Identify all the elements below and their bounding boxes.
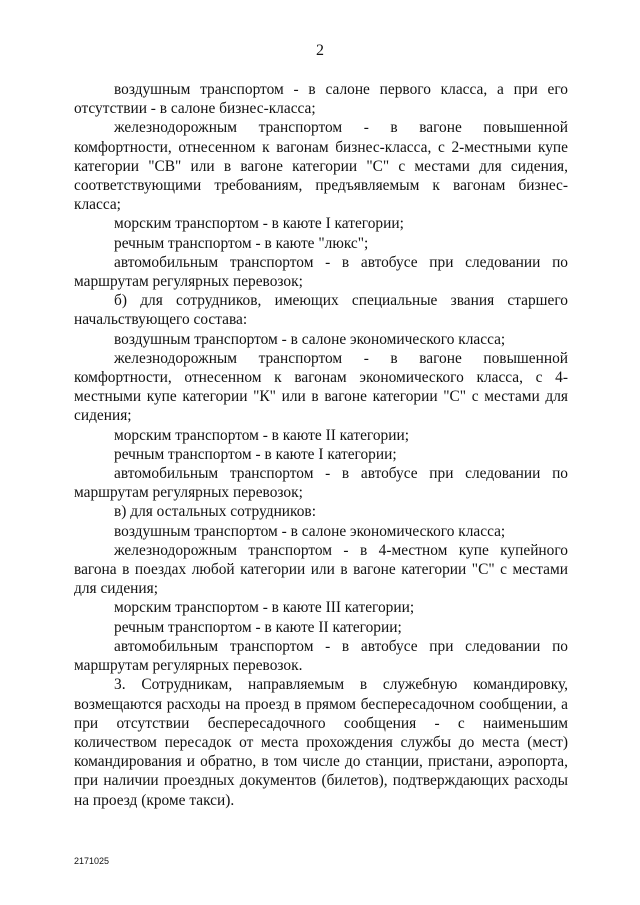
paragraph: морским транспортом - в каюте II категории; [114,426,409,444]
paragraph: железнодорожным транспортом - в вагоне повышенной комфортности, отнесенном к вагонам экономического класса, с 4-местными купе категории "К" или в вагоне категории "С" с местами для сидения; [74,349,568,425]
paragraph: автомобильным транспортом - в автобусе при следовании по маршрутам регулярных перевозок; [74,253,568,291]
paragraph: морским транспортом - в каюте III категории; [114,599,415,617]
paragraph: в) для остальных сотрудников: [114,503,316,521]
paragraph: автомобильным транспортом - в автобусе при следовании по маршрутам регулярных перевозок. [74,637,568,675]
paragraph: речным транспортом - в каюте II категории; [114,618,402,636]
document-body [74,80,568,810]
paragraph: железнодорожным транспортом - в вагоне повышенной комфортности, отнесенном к вагонам бизнес-класса, с 2-местными купе категории "СВ" или в вагоне категории "С" с местами для сидения, соответствующими требованиям, предъявляемым к вагонам бизнес-класса; [74,119,568,214]
paragraph: морским транспортом - в каюте I категории; [114,215,404,233]
page-number: 2 [316,42,324,59]
paragraph: речным транспортом - в каюте I категории; [114,445,397,463]
paragraph: воздушным транспортом - в салоне экономического класса; [114,522,506,540]
paragraph: воздушным транспортом - в салоне первого класса, а при его отсутствии - в салоне бизнес-класса; [74,81,568,118]
footer-document-code: 2171025 [74,856,110,866]
paragraph: речным транспортом - в каюте "люкс"; [114,234,369,252]
paragraph: автомобильным транспортом - в автобусе при следовании по маршрутам регулярных перевозок; [74,465,568,502]
paragraph: б) для сотрудников, имеющих специальные звания старшего начальствующего состава: [74,292,568,329]
paragraph: воздушным транспортом - в салоне экономического класса; [114,330,506,348]
paragraph: 3. Сотрудникам, направляемым в служебную командировку, возмещаются расходы на проезд в прямом беспересадочном сообщении, а при отсутствии беспересадочного сообщения - с наименьшим количеством пересадок от места прохождения службы до места (мест) командирования и обратно, в том числе до станции, пристани, аэропорта, при наличии проездных документов (билетов), подтверждающих расходы на проезд (кроме такси). [74,676,568,809]
paragraph: железнодорожным транспортом - в 4-местном купе купейного вагона в поездах любой категории или в вагоне категории "С" с местами для сидения; [74,541,568,598]
